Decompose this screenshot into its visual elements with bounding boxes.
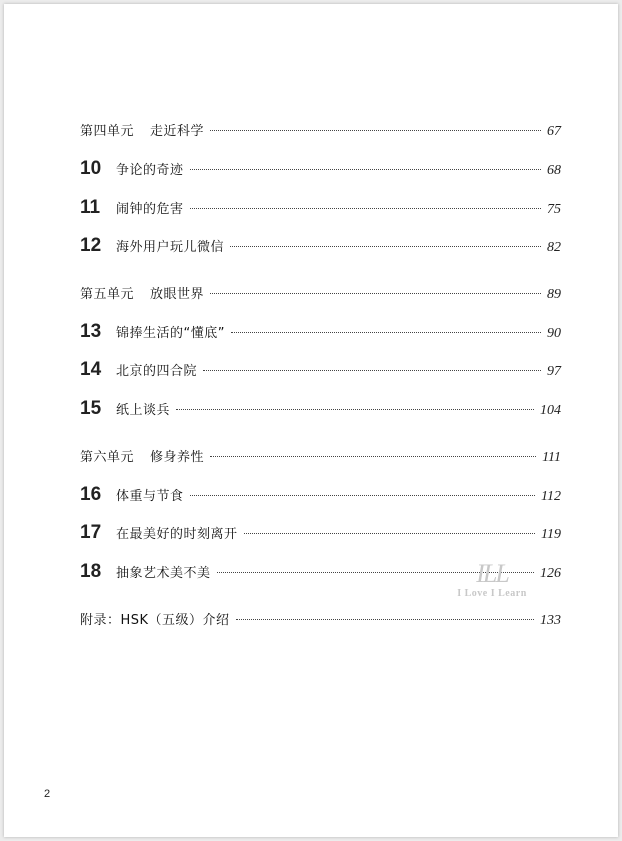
toc-unit-5[interactable] xyxy=(80,283,561,307)
appendix-title: 附录：HSK（五级）介绍 xyxy=(80,613,230,628)
watermark-logo xyxy=(442,560,542,599)
lesson-title: 锦捧生活的“懂底” xyxy=(116,326,225,341)
page-ref: 97 xyxy=(547,364,561,379)
dot-leader xyxy=(236,619,534,620)
toc-unit-6[interactable] xyxy=(80,446,561,470)
unit-label: 第四单元 xyxy=(80,124,135,139)
dot-leader xyxy=(190,169,541,170)
page-ref: 75 xyxy=(547,202,561,217)
toc-unit-4[interactable] xyxy=(80,120,561,144)
watermark-monogram: ILL xyxy=(476,559,508,588)
dot-leader xyxy=(203,370,541,371)
lesson-number: 16 xyxy=(80,484,102,505)
lesson-title: 闹钟的危害 xyxy=(116,202,184,217)
dot-leader xyxy=(190,208,541,209)
lesson-number: 11 xyxy=(80,197,101,218)
dot-leader xyxy=(210,130,541,131)
dot-leader xyxy=(244,533,536,534)
lesson-number: 17 xyxy=(80,522,102,543)
toc-lesson-14[interactable] xyxy=(80,359,561,383)
lesson-title: 北京的四合院 xyxy=(116,364,198,379)
dot-leader xyxy=(230,246,541,247)
page-ref: 67 xyxy=(547,124,561,139)
page-ref: 68 xyxy=(547,163,561,178)
page-ref: 133 xyxy=(540,613,561,628)
toc-lesson-16[interactable] xyxy=(80,484,561,508)
lesson-number: 18 xyxy=(80,561,102,582)
dot-leader xyxy=(176,409,534,410)
unit-title: 放眼世界 xyxy=(150,287,205,302)
unit-label: 第六单元 xyxy=(80,450,135,465)
toc-lesson-12[interactable] xyxy=(80,235,561,259)
page-ref: 112 xyxy=(541,489,561,504)
page-ref: 126 xyxy=(540,566,561,581)
toc-lesson-10[interactable] xyxy=(80,158,561,182)
page-ref: 89 xyxy=(547,287,561,302)
dot-leader xyxy=(231,332,541,333)
dot-leader xyxy=(210,293,541,294)
lesson-title: 争论的奇迹 xyxy=(116,163,184,178)
page-number: 2 xyxy=(44,788,51,800)
lesson-title: 抽象艺术美不美 xyxy=(116,566,211,581)
unit-title: 走近科学 xyxy=(150,124,205,139)
lesson-number: 12 xyxy=(80,235,102,256)
unit-title: 修身养性 xyxy=(150,450,205,465)
toc-appendix[interactable] xyxy=(80,609,561,633)
toc-lesson-13[interactable] xyxy=(80,321,561,345)
lesson-title: 海外用户玩儿微信 xyxy=(116,240,225,255)
lesson-number: 14 xyxy=(80,359,102,380)
dot-leader xyxy=(210,456,536,457)
unit-label: 第五单元 xyxy=(80,287,135,302)
lesson-number: 15 xyxy=(80,398,102,419)
lesson-number: 10 xyxy=(80,158,102,179)
toc-lesson-11[interactable] xyxy=(80,197,561,221)
lesson-title: 纸上谈兵 xyxy=(116,403,171,418)
lesson-title: 在最美好的时刻离开 xyxy=(116,527,238,542)
page-ref: 111 xyxy=(542,450,561,465)
page-ref: 82 xyxy=(547,240,561,255)
toc-lesson-15[interactable] xyxy=(80,398,561,422)
dot-leader xyxy=(190,495,536,496)
page-ref: 119 xyxy=(541,527,561,542)
lesson-title: 体重与节食 xyxy=(116,489,184,504)
page-ref: 90 xyxy=(547,326,561,341)
lesson-number: 13 xyxy=(80,321,102,342)
document-page xyxy=(4,4,618,837)
page-ref: 104 xyxy=(540,403,561,418)
toc-lesson-17[interactable] xyxy=(80,522,561,546)
watermark-text: I Love I Learn xyxy=(457,588,527,599)
